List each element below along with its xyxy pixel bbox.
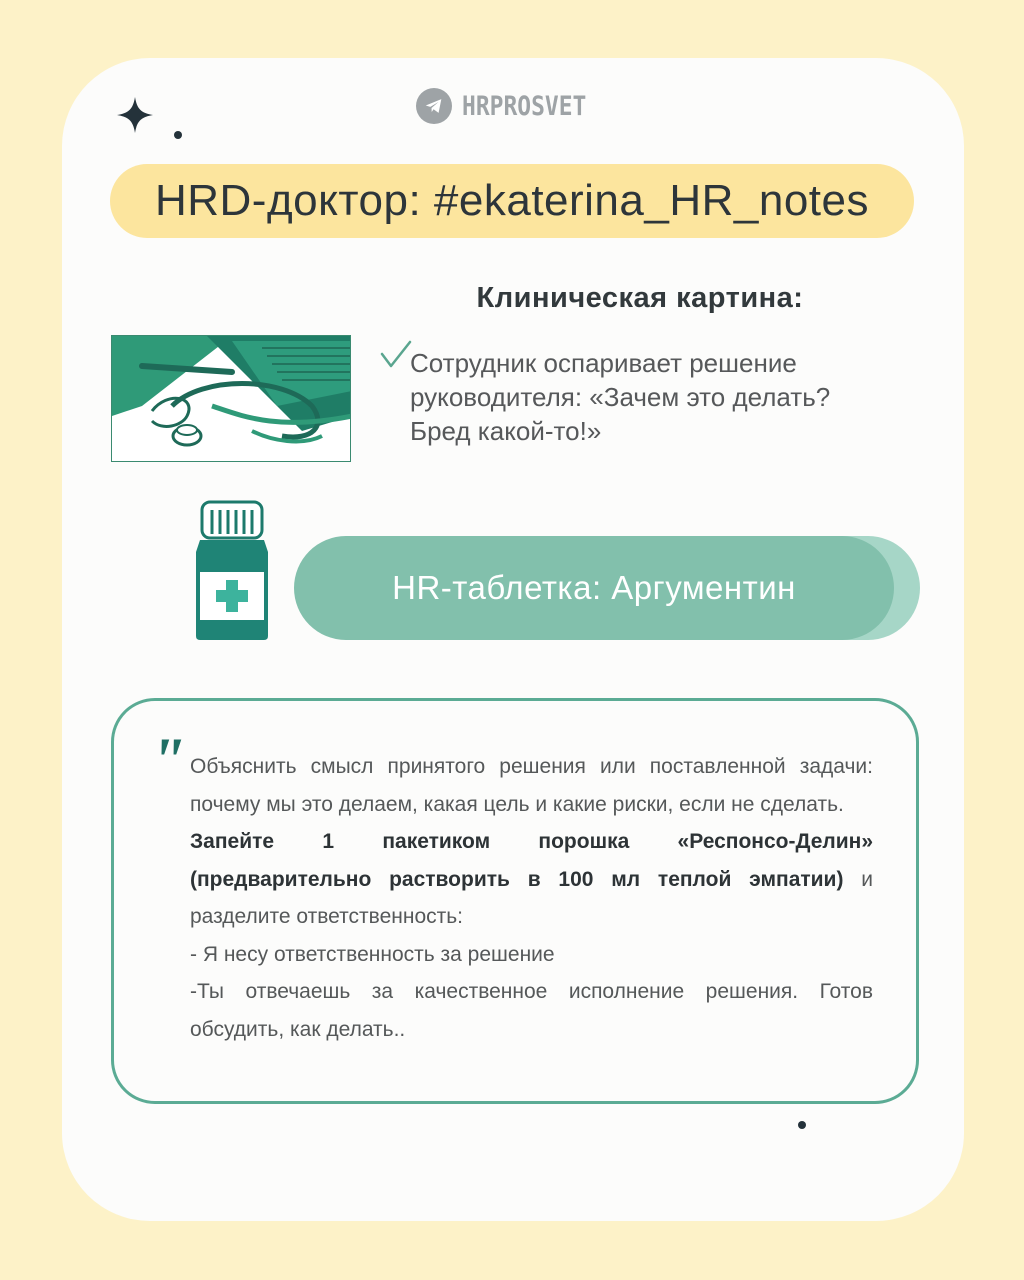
hr-pill-banner	[294, 536, 894, 640]
page-title: HRD-доктор: #ekaterina_HR_notes	[154, 176, 870, 225]
brand-header	[0, 88, 1024, 124]
dose-bold: Запейте 1 пакетиком порошка «Респонсо-Делин» (предварительно растворить в 100 мл теплой эмпатии)	[190, 830, 873, 891]
pill-label: HR-таблетка: Аргументин	[392, 569, 796, 606]
telegram-icon	[416, 88, 452, 124]
decor-dot	[798, 1121, 806, 1129]
dose-rest: и разделите ответственность:	[190, 867, 873, 928]
laptop-stethoscope-illustration	[111, 335, 351, 462]
responsibility-line-1: - Я несу ответственность за решение	[190, 942, 555, 966]
checkmark-icon	[380, 340, 412, 370]
clinic-heading: Клиническая картина:	[476, 282, 804, 314]
medicine-bottle-icon	[192, 500, 272, 642]
decor-dot	[174, 131, 182, 139]
prescription-intro: Объяснить смысл принятого решения или поставленной задачи: почему мы это делаем, какая цель и какие риски, если не сделать.	[190, 755, 873, 816]
responsibility-line-2: -Ты отвечаешь за качественное исполнение решения. Готов обсудить, как делать..	[190, 980, 873, 1041]
symptom-text: Сотрудник оспаривает решение руководителя: «Зачем это делать? Бред какой-то!»	[410, 348, 831, 446]
prescription-dose	[190, 823, 873, 936]
prescription-text	[190, 748, 873, 1048]
title-pill	[110, 164, 914, 238]
brand-name: HRPROSVET	[461, 90, 587, 122]
quote-mark-icon: "	[150, 724, 186, 795]
